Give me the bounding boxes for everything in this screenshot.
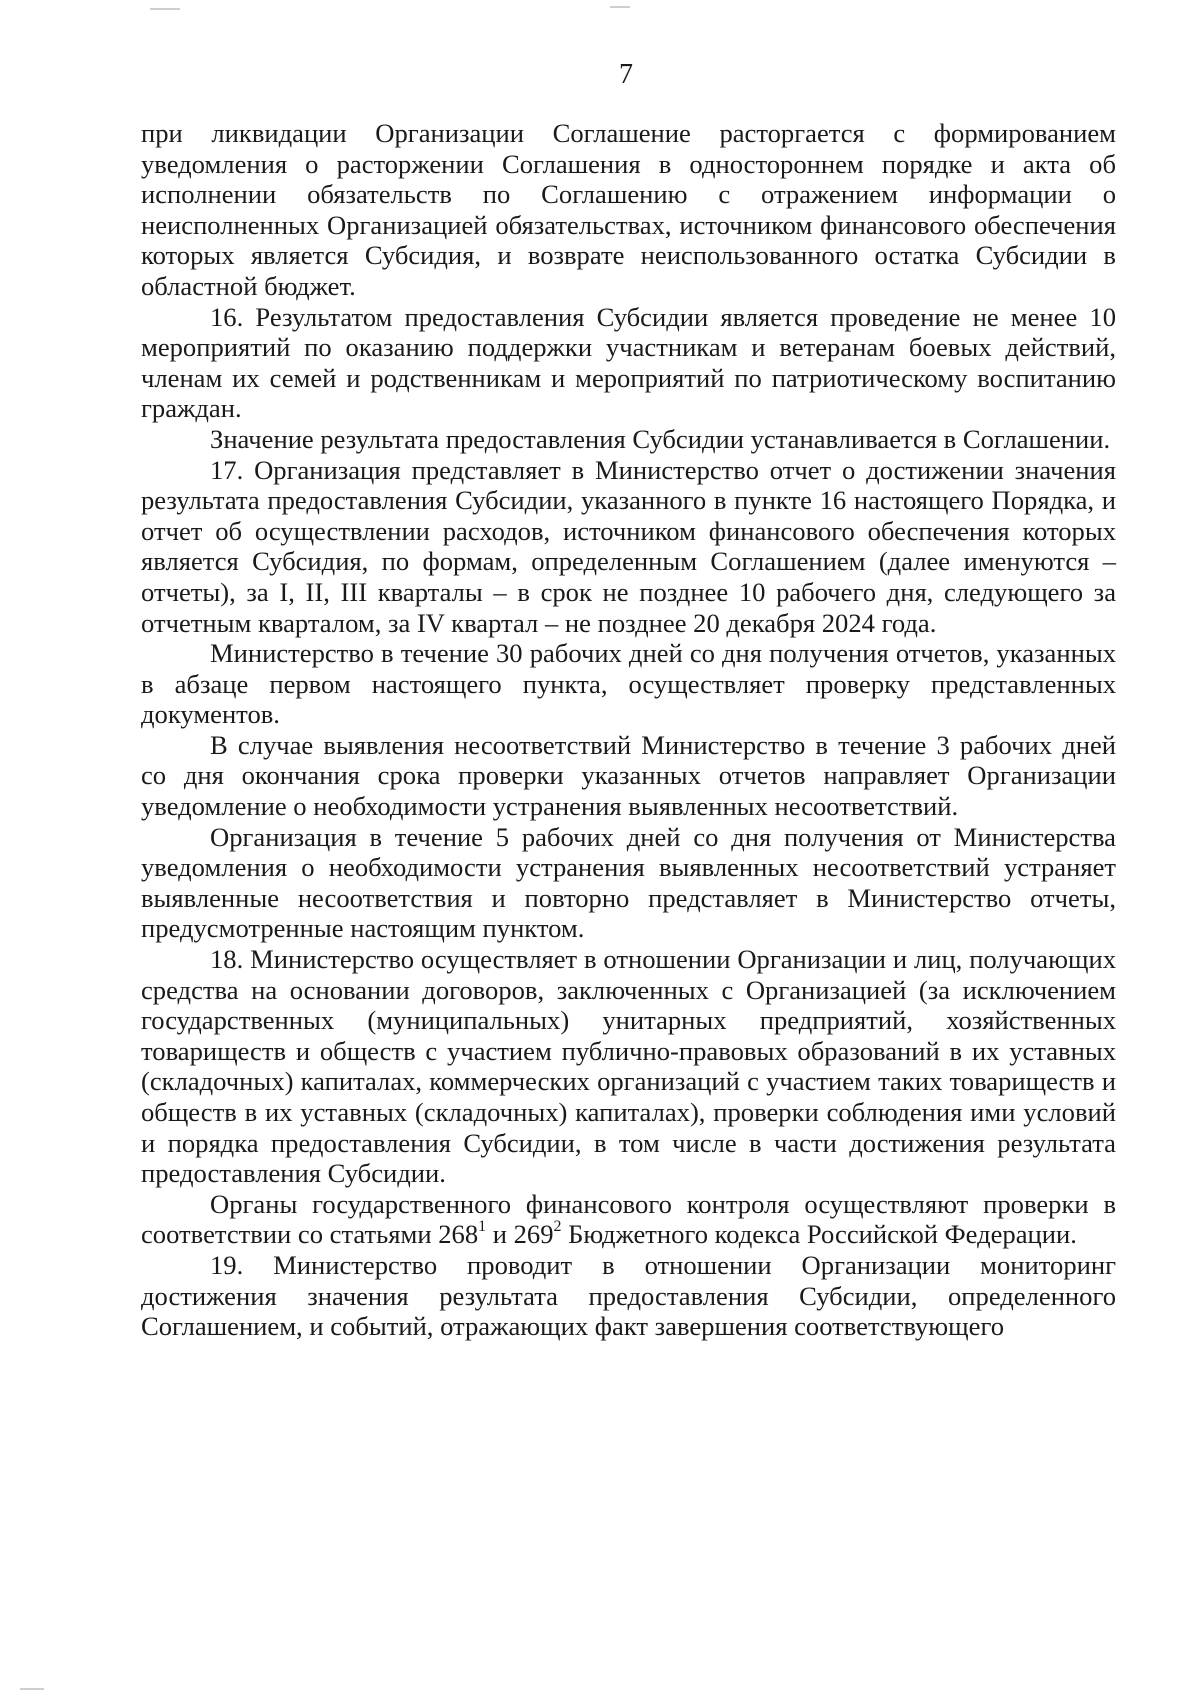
page-number: 7 [619,59,633,90]
scan-artifact [610,6,630,8]
paragraph-result-value: Значение результата предоставления Субсидии устанавливается в Соглашении. [210,423,1111,454]
control-text-part3: Бюджетного кодекса Российской Федерации. [561,1219,1077,1250]
scan-artifact [150,8,180,10]
paragraph-17-reporting: 17. Организация представляет в Министерство отчет о достижении значения результата предоставления Субсидии, указанного в пункте 16 настоящего Порядка, и отчет об осуществлении расходов, источником финансового обеспечения которых является Субсидия, по формам, определенным Соглашением (далее именуются – отчеты), за I, II, III кварталы – в срок не позднее 10 рабочего дня, следующего за отчетным кварталом, за IV квартал – не позднее 20 декабря 2024 года. [141,454,1116,638]
paragraph-18-inspection: 18. Министерство осуществляет в отношении Организации и лиц, получающих средства на основании договоров, заключенных с Организацией (за исключением государственных (муниципальных) унитарных предприятий, хозяйственных товариществ и обществ с участием публично-правовых образований в их уставных (складочных) капиталах, коммерческих организаций с участием таких товариществ и обществ в их уставных (складочных) капиталах), проверки соблюдения ими условий и порядка предоставления Субсидии, в том числе в части достижения результата предоставления Субсидии. [141,944,1116,1189]
control-text-part1: Органы государственного финансового контроля осуществляют проверки в соответствии со статьями 268 [141,1188,1116,1250]
paragraph-19-monitoring: 19. Министерство проводит в отношении Организации мониторинг достижения значения результата предоставления Субсидии, определенного Соглашением, и событий, отражающих факт завершения соответствующего [141,1249,1116,1342]
paragraph-liquidation: при ликвидации Организации Соглашение расторгается с формированием уведомления о расторжении Соглашения в одностороннем порядке и акта об исполнении обязательств по Соглашению с отражением информации о неисполненных Организацией обязательствах, источником финансового обеспечения которых является Субсидия, и возврате неиспользованного остатка Субсидии в областной бюджет. [141,118,1116,301]
superscript-1: 1 [478,1218,487,1236]
superscript-2: 2 [553,1218,562,1236]
paragraph-16-result: 16. Результатом предоставления Субсидии является проведение не менее 10 мероприятий по оказанию поддержки участникам и ветеранам боевых действий, членам их семей и родственникам и мероприятий по патриотическому воспитанию граждан. [141,301,1116,424]
paragraph-nonconformity-fix: Организация в течение 5 рабочих дней со дня получения от Министерства уведомления о необходимости устранения выявленных несоответствий устраняет выявленные несоответствия и повторно представляет в Министерство отчеты, предусмотренные настоящим пунктом. [141,821,1116,944]
paragraph-ministry-review: Министерство в течение 30 рабочих дней со дня получения отчетов, указанных в абзаце первом настоящего пункта, осуществляет проверку представленных документов. [141,638,1116,730]
paragraph-nonconformity-notice: В случае выявления несоответствий Министерство в течение 3 рабочих дней со дня окончания срока проверки указанных отчетов направляет Организации уведомление о необходимости устранения выявленных несоответствий. [141,729,1116,822]
document-body [141,118,1116,1342]
paragraph-financial-control [141,1189,1116,1250]
control-text-part2: и 269 [486,1219,554,1250]
scan-artifact [20,1688,44,1690]
